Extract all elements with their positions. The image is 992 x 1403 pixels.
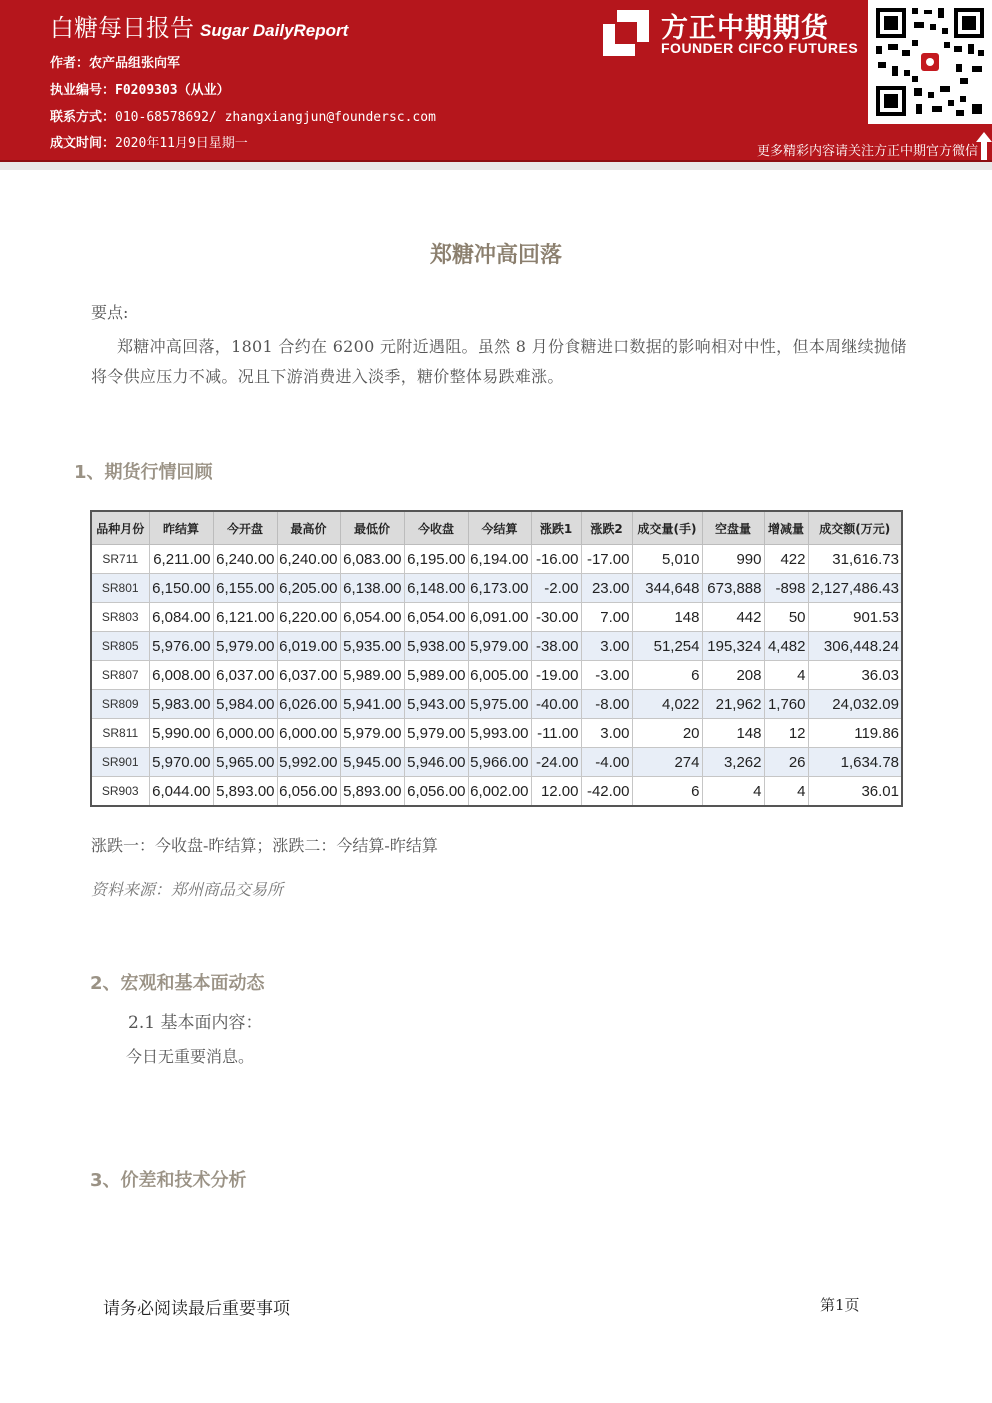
table-cell: 6,240.00 (277, 545, 340, 574)
table-cell: 51,254 (632, 632, 702, 661)
table-cell: 6,155.00 (213, 574, 277, 603)
table-cell: -40.00 (531, 690, 581, 719)
column-header: 成交量(手) (632, 511, 702, 545)
table-cell: 4 (764, 777, 808, 807)
table-row (91, 632, 902, 661)
contract-code-cell: SR901 (91, 748, 149, 777)
date-label: 成文时间： (50, 136, 116, 151)
table-row (91, 661, 902, 690)
contract-code-cell: SR711 (91, 545, 149, 574)
wechat-follow-note: 更多精彩内容请关注方正中期官方微信 (756, 144, 978, 159)
table-cell: -42.00 (581, 777, 632, 807)
table-cell: 4,482 (764, 632, 808, 661)
table-cell: -24.00 (531, 748, 581, 777)
report-header (0, 0, 992, 160)
table-cell: -38.00 (531, 632, 581, 661)
table-cell: 5,935.00 (340, 632, 404, 661)
table-cell: 344,648 (632, 574, 702, 603)
keypoints-label: 要点: (91, 303, 129, 322)
section-3-title: 3、价差和技术分析 (90, 1170, 247, 1191)
table-cell: 6,173.00 (468, 574, 531, 603)
table-cell: 5,992.00 (277, 748, 340, 777)
table-cell: 6,220.00 (277, 603, 340, 632)
table-cell: 2,127,486.43 (808, 574, 902, 603)
column-header: 今开盘 (213, 511, 277, 545)
table-cell: 6,138.00 (340, 574, 404, 603)
table-cell: 5,984.00 (213, 690, 277, 719)
logo-text-cn: 方正中期期货 (661, 13, 829, 44)
report-title-cn: 白糖每日报告 (50, 14, 194, 42)
table-cell: 990 (702, 545, 764, 574)
table-cell: -4.00 (581, 748, 632, 777)
contract-code-cell: SR807 (91, 661, 149, 690)
table-cell: 26 (764, 748, 808, 777)
table-cell: 6,037.00 (277, 661, 340, 690)
author-line (50, 52, 180, 71)
table-cell: 3.00 (581, 632, 632, 661)
table-cell: 6,091.00 (468, 603, 531, 632)
table-cell: 5,979.00 (213, 632, 277, 661)
footer-disclaimer-note: 请务必阅读最后重要事项 (103, 1299, 290, 1319)
table-cell: 901.53 (808, 603, 902, 632)
table-cell: 6 (632, 777, 702, 807)
table-cell: 6,195.00 (404, 545, 468, 574)
table-cell: 5,941.00 (340, 690, 404, 719)
column-header: 空盘量 (702, 511, 764, 545)
table-cell: 5,976.00 (149, 632, 213, 661)
table-cell: 6,044.00 (149, 777, 213, 807)
section-1-title: 1、期货行情回顾 (74, 462, 213, 483)
table-cell: -19.00 (531, 661, 581, 690)
futures-quote-table (90, 510, 903, 807)
table-cell: -30.00 (531, 603, 581, 632)
table-cell: 5,979.00 (468, 632, 531, 661)
table-row (91, 603, 902, 632)
table-cell: 6,005.00 (468, 661, 531, 690)
contract-code-cell: SR803 (91, 603, 149, 632)
table-cell: 6,054.00 (340, 603, 404, 632)
section-2-1-subtitle: 2.1 基本面内容： (128, 1013, 263, 1033)
logo-mark-icon (603, 10, 649, 56)
logo-text-en: FOUNDER CIFCO FUTURES (661, 40, 859, 56)
table-cell: 5,983.00 (149, 690, 213, 719)
table-cell: 1,634.78 (808, 748, 902, 777)
table-cell: 1,760 (764, 690, 808, 719)
table-cell: 5,945.00 (340, 748, 404, 777)
table-cell: 5,893.00 (340, 777, 404, 807)
column-header: 涨跌1 (531, 511, 581, 545)
contact-line (50, 106, 436, 125)
report-title-en: Sugar DailyReport (200, 21, 349, 40)
report-title (50, 8, 348, 43)
column-header: 增减量 (764, 511, 808, 545)
column-header: 昨结算 (149, 511, 213, 545)
column-header: 最高价 (277, 511, 340, 545)
table-cell: -16.00 (531, 545, 581, 574)
table-cell: 5,993.00 (468, 719, 531, 748)
table-cell: 20 (632, 719, 702, 748)
table-row (91, 545, 902, 574)
table-cell: 5,979.00 (340, 719, 404, 748)
column-header: 今结算 (468, 511, 531, 545)
section-2-content: 今日无重要消息。 (126, 1047, 255, 1066)
column-header: 成交额(万元) (808, 511, 902, 545)
change-definition-note: 涨跌一：今收盘-昨结算；涨跌二：今结算-昨结算 (91, 836, 438, 855)
table-cell: 4 (702, 777, 764, 807)
author-label: 作者： (50, 56, 90, 71)
contract-code-cell: SR903 (91, 777, 149, 807)
table-row (91, 748, 902, 777)
table-row (91, 777, 902, 807)
table-cell: 12 (764, 719, 808, 748)
table-cell: 6 (632, 661, 702, 690)
table-cell: 6,211.00 (149, 545, 213, 574)
table-cell: 422 (764, 545, 808, 574)
table-cell: 148 (702, 719, 764, 748)
section-2-title: 2、宏观和基本面动态 (90, 973, 265, 994)
company-logo (603, 6, 863, 58)
document-title: 郑糖冲高回落 (429, 243, 562, 268)
table-cell: 4,022 (632, 690, 702, 719)
license-label: 执业编号： (50, 83, 116, 98)
license-value: F0209303（从业） (115, 83, 230, 98)
table-cell: 5,938.00 (404, 632, 468, 661)
table-cell: 306,448.24 (808, 632, 902, 661)
qr-code-icon[interactable] (868, 0, 992, 124)
data-source-note: 资料来源：郑州商品交易所 (91, 880, 284, 899)
table-cell: 5,989.00 (340, 661, 404, 690)
contact-value: 010-68578692/ zhangxiangjun@foundersc.com (115, 110, 436, 125)
table-cell: 6,002.00 (468, 777, 531, 807)
column-header: 最低价 (340, 511, 404, 545)
table-cell: 6,019.00 (277, 632, 340, 661)
table-cell: 6,240.00 (213, 545, 277, 574)
table-cell: 36.01 (808, 777, 902, 807)
page-number: 第1页 (820, 1296, 860, 1314)
table-cell: 5,990.00 (149, 719, 213, 748)
table-cell: 5,943.00 (404, 690, 468, 719)
date-value: 2020年11月9日星期一 (115, 136, 248, 151)
table-cell: 24,032.09 (808, 690, 902, 719)
table-cell: 7.00 (581, 603, 632, 632)
table-cell: 5,989.00 (404, 661, 468, 690)
table-cell: -3.00 (581, 661, 632, 690)
table-row (91, 719, 902, 748)
table-header-row (91, 511, 902, 545)
table-cell: 6,008.00 (149, 661, 213, 690)
table-cell: 5,893.00 (213, 777, 277, 807)
table-cell: 148 (632, 603, 702, 632)
table-cell: 6,084.00 (149, 603, 213, 632)
table-cell: 6,121.00 (213, 603, 277, 632)
table-cell: 119.86 (808, 719, 902, 748)
table-row (91, 574, 902, 603)
table-cell: 673,888 (702, 574, 764, 603)
table-cell: 36.03 (808, 661, 902, 690)
arrow-up-icon (976, 132, 992, 160)
table-cell: 6,056.00 (277, 777, 340, 807)
table-cell: 5,965.00 (213, 748, 277, 777)
author-value: 农产品组张向军 (89, 56, 181, 71)
contract-code-cell: SR801 (91, 574, 149, 603)
contact-label: 联系方式： (50, 110, 116, 125)
table-cell: 6,026.00 (277, 690, 340, 719)
table-cell: 442 (702, 603, 764, 632)
license-line (50, 79, 230, 98)
table-cell: 5,975.00 (468, 690, 531, 719)
contract-code-cell: SR805 (91, 632, 149, 661)
table-cell: 50 (764, 603, 808, 632)
table-cell: 5,979.00 (404, 719, 468, 748)
table-cell: 12.00 (531, 777, 581, 807)
table-cell: 6,054.00 (404, 603, 468, 632)
contract-code-cell: SR811 (91, 719, 149, 748)
table-cell: 21,962 (702, 690, 764, 719)
table-cell: 6,205.00 (277, 574, 340, 603)
table-cell: 6,083.00 (340, 545, 404, 574)
table-cell: -17.00 (581, 545, 632, 574)
table-cell: 3.00 (581, 719, 632, 748)
summary-paragraph: 郑糖冲高回落，1801 合约在 6200 元附近遇阻。虽然 8 月份食糖进口数据的影响相对中性，但本周继续抛储将令供应压力不减。况且下游消费进入淡季，糖价整体易跌难涨。 (91, 337, 907, 386)
table-cell: 3,262 (702, 748, 764, 777)
table-cell: 6,148.00 (404, 574, 468, 603)
column-header: 涨跌2 (581, 511, 632, 545)
table-cell: 23.00 (581, 574, 632, 603)
table-cell: 5,946.00 (404, 748, 468, 777)
table-cell: 5,970.00 (149, 748, 213, 777)
table-cell: 274 (632, 748, 702, 777)
table-cell: 5,010 (632, 545, 702, 574)
table-cell: 195,324 (702, 632, 764, 661)
table-cell: -898 (764, 574, 808, 603)
table-cell: 6,056.00 (404, 777, 468, 807)
table-cell: 4 (764, 661, 808, 690)
table-cell: 6,150.00 (149, 574, 213, 603)
table-cell: 6,194.00 (468, 545, 531, 574)
column-header: 品种月份 (91, 511, 149, 545)
table-cell: 208 (702, 661, 764, 690)
table-cell: 31,616.73 (808, 545, 902, 574)
table-cell: -2.00 (531, 574, 581, 603)
table-cell: 6,000.00 (277, 719, 340, 748)
column-header: 今收盘 (404, 511, 468, 545)
table-cell: 6,000.00 (213, 719, 277, 748)
date-line (50, 132, 248, 151)
table-cell: 6,037.00 (213, 661, 277, 690)
table-cell: -11.00 (531, 719, 581, 748)
table-cell: -8.00 (581, 690, 632, 719)
header-divider (0, 160, 992, 170)
contract-code-cell: SR809 (91, 690, 149, 719)
table-cell: 5,966.00 (468, 748, 531, 777)
table-row (91, 690, 902, 719)
